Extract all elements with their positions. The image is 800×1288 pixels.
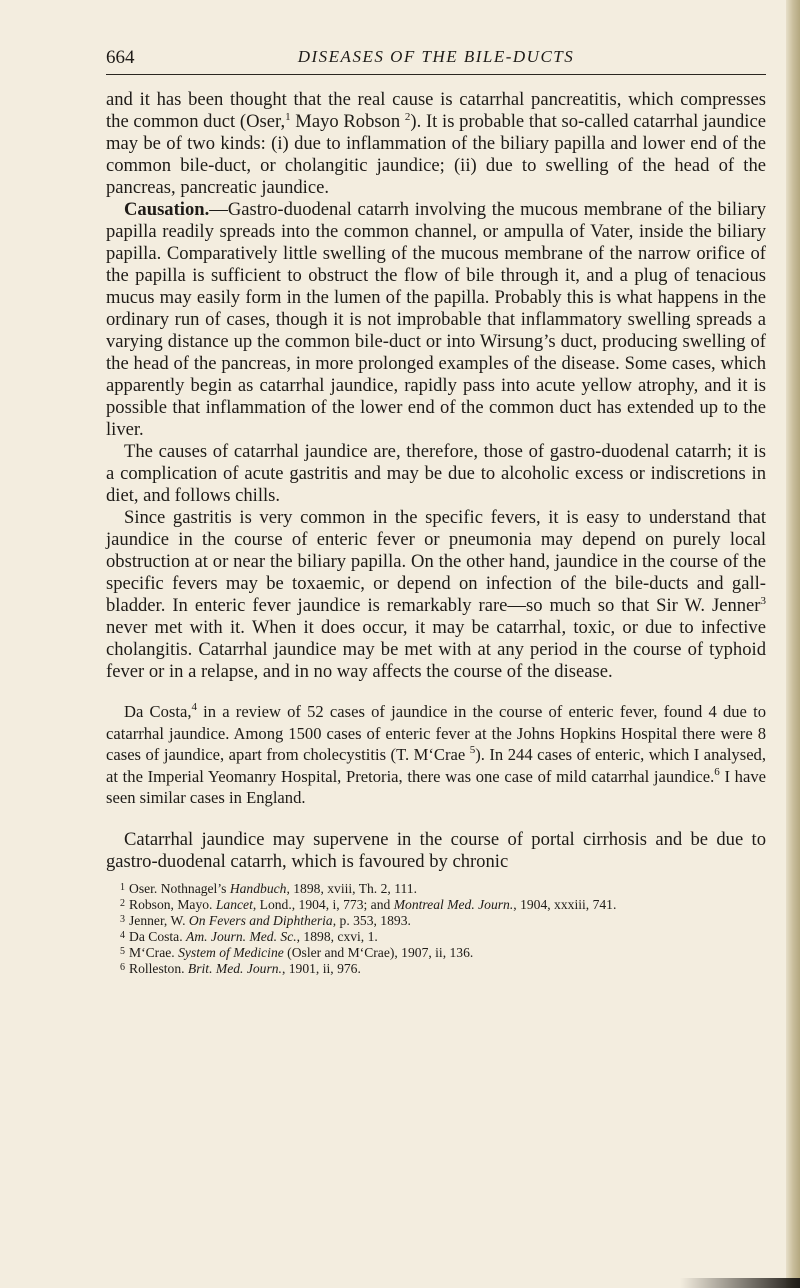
text-run: Da Costa, — [124, 702, 192, 721]
text-run: never met with it. When it does occur, it may be catarrhal, toxic, or due to infective cholangitis. Catarrhal jaundice may be met with at any period in the course of typhoid fever or in a relapse, and in no way affects the course of the disease. — [106, 617, 766, 682]
page-header — [106, 44, 766, 75]
text-run: , 1904, xxxiii, 741. — [513, 896, 617, 912]
citation-title: Am. Journ. Med. Sc. — [186, 928, 297, 944]
paragraph-small-print — [106, 701, 766, 809]
page-number: 664 — [106, 47, 135, 68]
running-title: DISEASES OF THE BILE-DUCTS — [297, 47, 575, 66]
text-run: Oser. Nothnagel’s — [129, 880, 230, 896]
footnote-3 — [106, 913, 766, 929]
footnote-ref: 5 — [469, 744, 476, 756]
text-run: , 1898, cxvi, 1. — [296, 928, 378, 944]
citation-title: Handbuch — [229, 880, 287, 896]
footnote-2 — [106, 897, 766, 913]
text-run: in a review of 52 cases of jaundice in the course of enteric fever, found 4 due to catarrhal jaundice. Among 1500 cases of enteric fever at the Johns Hopkins Hospital there were 8 cases of jaundice, apart from cholecystitis (T. M‘Crae — [106, 702, 766, 764]
citation-title: On Fevers and Diphtheria — [188, 912, 333, 928]
footnote-number: 3 — [120, 913, 125, 925]
citation-title: Brit. Med. Journ. — [187, 960, 282, 976]
paragraph-4 — [106, 507, 766, 683]
text-run: ). In 244 cases of enteric, which I analysed, at the Imperial Yeomanry Hospital, Pretoria, there was one case of mild catarrhal jaundice. — [106, 745, 766, 786]
footnote-4 — [106, 929, 766, 945]
text-run: Since gastritis is very common in the specific fevers, it is easy to understand that jaundice in the course of enteric fever or pneumonia may depend on purely local obstruction at or near the biliary papilla. On the other hand, jaundice in the course of the specific fevers may be toxaemic, or depend on infection of the bile-ducts and gall-bladder. In enteric fever jaundice is remarkably rare—so much so that Sir W. Jenner — [106, 507, 766, 616]
text-run: , 1901, ii, 976. — [281, 960, 361, 976]
paragraph-1 — [106, 89, 766, 199]
text-run: Rolleston. — [129, 960, 188, 976]
footnote-ref: 4 — [191, 701, 197, 713]
text-run: and it has been thought that the real cause is catarrhal pancreatitis, which compresses the common duct (Oser, — [106, 89, 766, 132]
footnote-ref: 1 — [285, 111, 291, 123]
footnotes — [106, 881, 766, 977]
text-run: Robson, Mayo. — [129, 896, 216, 912]
footnote-number: 1 — [120, 881, 125, 893]
text-run: Jenner, W. — [129, 912, 189, 928]
paragraph-3: The causes of catarrhal jaundice are, therefore, those of gastro-duodenal catarrh; it is a complication of acute gastritis and may be due to alcoholic excess or indiscretions in diet, and follows chills. — [106, 441, 766, 506]
footnote-number: 2 — [120, 897, 125, 909]
footnote-5 — [106, 945, 766, 961]
footnote-ref: 3 — [760, 595, 766, 607]
text-run: , Lond., 1904, i, 773; and — [252, 896, 394, 912]
page-edge-shadow — [786, 0, 800, 1288]
text-run: , p. 353, 1893. — [332, 912, 411, 928]
text-run: M‘Crae. — [129, 944, 179, 960]
citation-title: System of Medicine — [178, 944, 284, 960]
paragraph-causation — [106, 199, 766, 441]
paragraph-6: Catarrhal jaundice may supervene in the course of portal cirrhosis and be due to gastro-duodenal catarrh, which is favoured by chronic — [106, 828, 766, 872]
text-run: ). It is probable that so-called catarrhal jaundice may be of two kinds: (i) due to inflammation of the biliary papilla and lower end of the common bile-duct, or cholangitic jaundice; (ii) due to swelling of the head of the pancreas, pancreatic jaundice. — [106, 111, 766, 198]
section-heading: Causation. — [124, 199, 210, 220]
footnote-1 — [106, 881, 766, 897]
text-run: Da Costa. — [129, 928, 187, 944]
text-run: I have seen similar cases in England. — [106, 766, 766, 807]
text-run: —Gastro-duodenal catarrh involving the mucous membrane of the biliary papilla readily spreads into the common channel, or ampulla of Vater, inside the biliary papilla. Comparatively little swelling of the mucous membrane of the narrow orifice of the papilla is sufficient to obstruct the flow of bile through it, and a plug of tenacious mucus may easily form in the lumen of the papilla. Probably this is what happens in the ordinary run of cases, though it is not improbable that inflammatory swelling spreads a varying distance up the common bile-duct or into Wirsung’s duct, producing swelling of the head of the pancreas, in more prolonged examples of the disease. Some cases, which apparently begin as catarrhal jaundice, rapidly pass into acute yellow atrophy, and it is possible that inflammation of the lower end of the common duct has extended up to the liver. — [106, 199, 766, 440]
book-page — [106, 44, 766, 977]
footnote-number: 4 — [120, 929, 125, 941]
text-run: (Osler and M‘Crae), 1907, ii, 136. — [283, 944, 474, 960]
citation-title: Montreal Med. Journ. — [393, 896, 514, 912]
footnote-number: 5 — [120, 945, 125, 957]
page-corner-shadow — [680, 1278, 800, 1288]
footnote-6 — [106, 961, 766, 977]
citation-title: Lancet — [215, 896, 253, 912]
footnote-ref: 2 — [404, 111, 411, 123]
footnote-number: 6 — [120, 961, 125, 973]
page-body — [106, 89, 766, 873]
footnote-ref: 6 — [714, 765, 720, 778]
text-run: Mayo Robson — [290, 111, 405, 132]
text-run: , 1898, xviii, Th. 2, 111. — [286, 880, 417, 896]
